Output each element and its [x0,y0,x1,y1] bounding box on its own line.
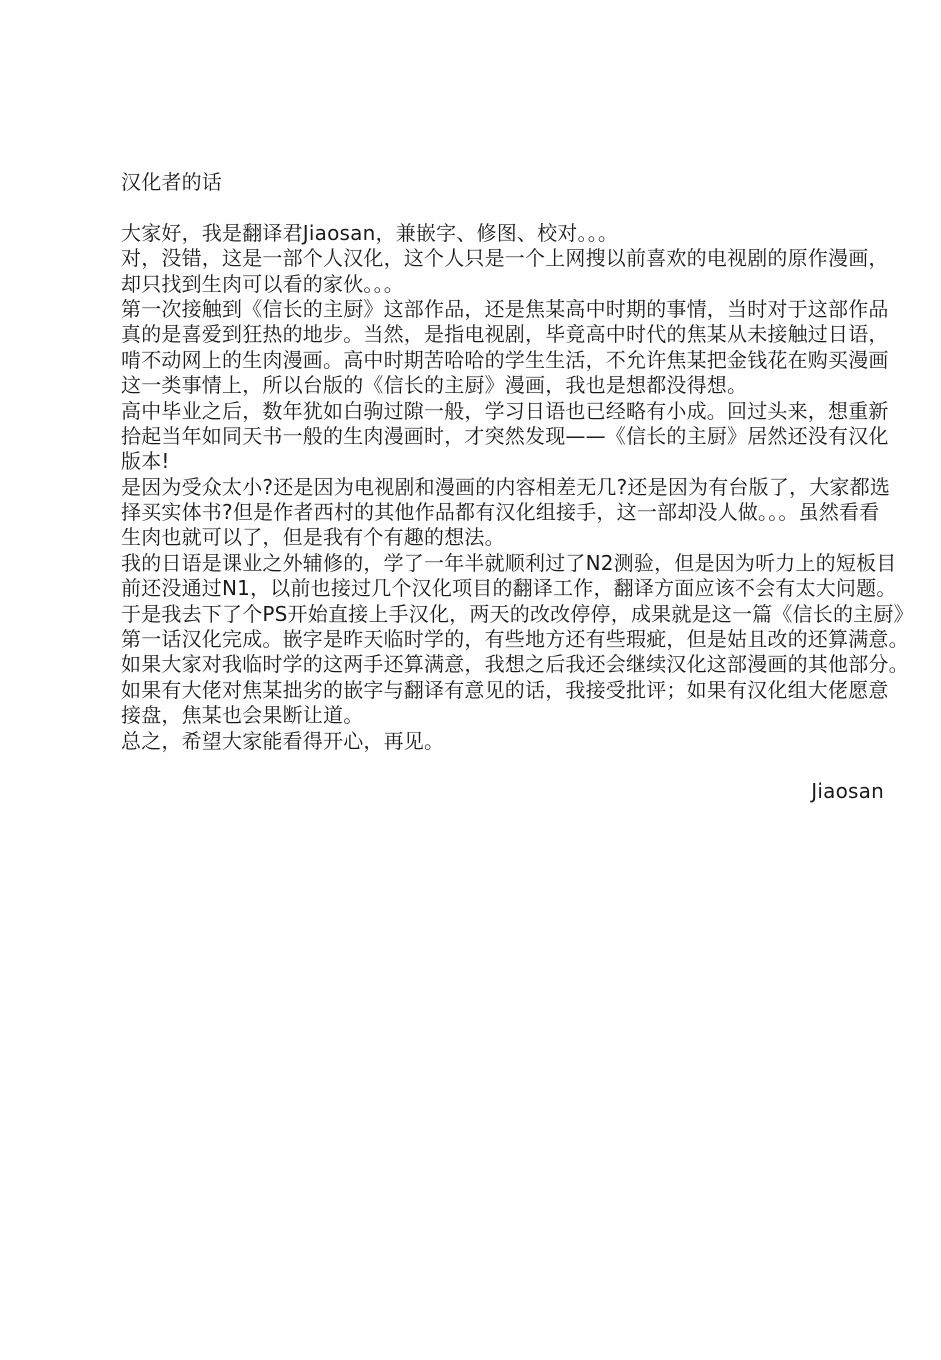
note-line: 第一次接触到《信长的主厨》这部作品，还是焦某高中时期的事情，当时对于这部作品 [121,296,889,321]
note-line: 接盘，焦某也会果断让道。 [121,703,364,728]
note-body [121,220,914,754]
note-line: 对，没错，这是一部个人汉化，这个人只是一个上网搜以前喜欢的电视剧的原作漫画， [121,246,889,271]
note-line: 我的日语是课业之外辅修的，学了一年半就顺利过了N2测验，但是因为听力上的短板目 [121,550,897,575]
note-line: 第一话汉化完成。嵌字是昨天临时学的，有些地方还有些瑕疵，但是姑且改的还算满意。 [121,627,909,652]
note-line: 如果有大佬对焦某拙劣的嵌字与翻译有意见的话，我接受批评；如果有汉化组大佬愿意 [121,677,889,702]
note-line: 于是我去下了个PS开始直接上手汉化，两天的改改停停，成果就是这一篇《信长的主厨》 [121,601,914,626]
note-line: 生肉也就可以了，但是我有个有趣的想法。 [121,525,505,550]
note-line: 版本! [121,449,170,474]
note-line: 高中毕业之后，数年犹如白驹过隙一般，学习日语也已经略有小成。回过头来，想重新 [121,398,889,423]
note-line: 这一类事情上，所以台版的《信长的主厨》漫画，我也是想都没得想。 [121,373,748,398]
note-line: 真的是喜爱到狂热的地步。当然，是指电视剧，毕竟高中时代的焦某从未接触过日语， [121,322,889,347]
note-title: 汉化者的话 [121,170,222,194]
note-line: 如果大家对我临时学的这两手还算满意，我想之后我还会继续汉化这部漫画的其他部分。 [121,652,909,677]
note-line: 是因为受众太小?还是因为电视剧和漫画的内容相差无几?还是因为有台版了，大家都选 [121,474,891,499]
note-line: 择买实体书?但是作者西村的其他作品都有汉化组接手，这一部却没人做。。。虽然看看 [121,500,880,525]
note-line: 却只找到生肉可以看的家伙。。。 [121,271,404,296]
note-line: 拾起当年如同天书一般的生肉漫画时，才突然发现——《信长的主厨》居然还没有汉化 [121,423,889,448]
note-line: 啃不动网上的生肉漫画。高中时期苦哈哈的学生生活，不允许焦某把金钱花在购买漫画 [121,347,889,372]
note-line: 前还没通过N1，以前也接过几个汉化项目的翻译工作，翻译方面应该不会有太大问题。 [121,576,897,601]
note-line: 大家好，我是翻译君Jiaosan，兼嵌字、修图、校对。。。 [121,220,619,245]
note-line: 总之，希望大家能看得开心，再见。 [121,728,445,753]
note-signature: Jiaosan [811,779,884,804]
translator-note [121,170,914,805]
